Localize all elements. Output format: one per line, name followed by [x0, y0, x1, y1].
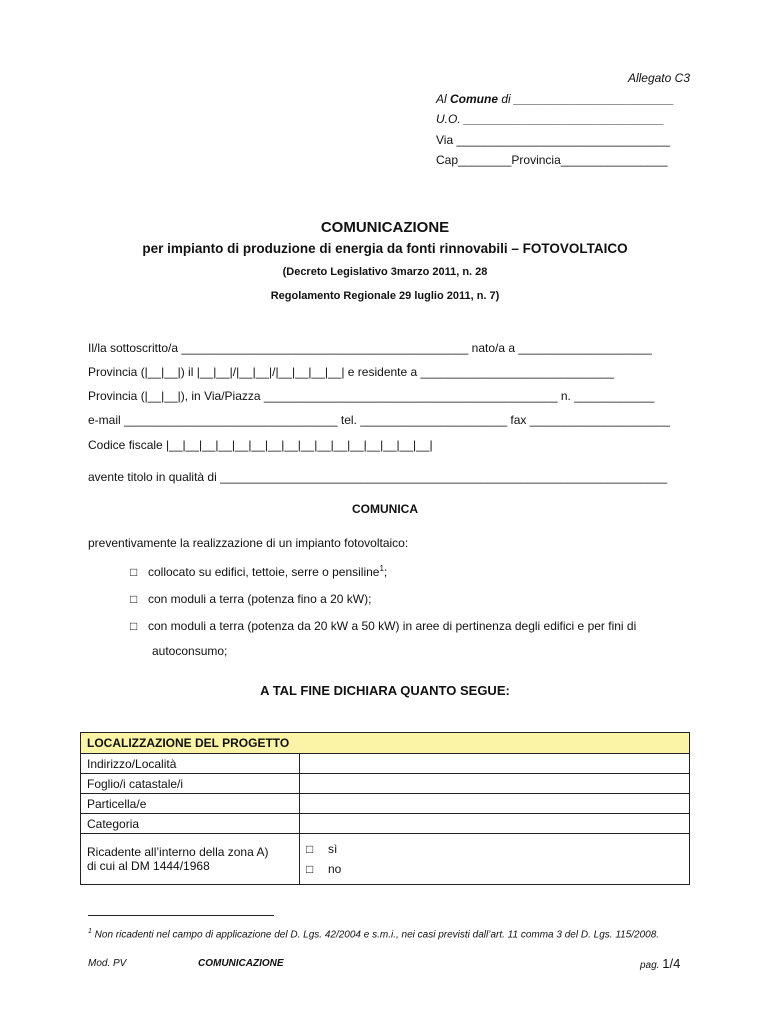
- cap-line: Cap________Provincia________________: [436, 153, 668, 167]
- choice-no[interactable]: [306, 859, 683, 879]
- table-row: [81, 774, 690, 794]
- checkbox-icon[interactable]: □: [306, 862, 314, 876]
- input-particella[interactable]: [300, 794, 690, 814]
- footer-title: COMUNICAZIONE: [198, 958, 284, 969]
- checkbox-icon[interactable]: □: [130, 592, 138, 606]
- localizzazione-table: [80, 732, 690, 885]
- option-edifici-label: collocato su edifici, tettoie, serre o pensiline: [148, 565, 380, 579]
- option-terra-20kw-label: con moduli a terra (potenza fino a 20 kW);: [148, 592, 372, 606]
- zona-a-text-2: di cui al DM 1444/1968: [87, 859, 210, 873]
- via-line: Via ________________________________: [436, 132, 671, 147]
- table-header: LOCALIZZAZIONE DEL PROGETTO: [81, 733, 690, 754]
- field-provincia-residenza[interactable]: Provincia (|__|__|), in Via/Piazza ____________________________________________ n. ____________: [88, 389, 655, 403]
- input-categoria[interactable]: [300, 814, 690, 834]
- row-label-indirizzo: Indirizzo/Località: [81, 754, 300, 774]
- footnote-number: 1: [88, 928, 92, 935]
- field-codice-fiscale[interactable]: Codice fiscale |__|__|__|__|__|__|__|__|__|__|__|__|__|__|__|__|: [88, 438, 433, 452]
- option-edifici[interactable]: [130, 564, 387, 579]
- page-number: 1/4: [662, 956, 681, 971]
- legal-reference-1: (Decreto Legislativo 3marzo 2011, n. 28: [282, 266, 488, 278]
- row-label-particella: Particella/e: [81, 794, 300, 814]
- field-contatti[interactable]: e-mail ________________________________ tel. ______________________ fax _____________________: [88, 413, 670, 427]
- address-block: [436, 68, 690, 171]
- table-row: [81, 754, 690, 774]
- zona-a-choice: [300, 834, 690, 885]
- input-indirizzo[interactable]: [300, 754, 690, 774]
- al-text: Al: [436, 91, 451, 106]
- document-title: COMUNICAZIONE: [320, 219, 450, 236]
- input-foglio[interactable]: [300, 774, 690, 794]
- document-subtitle: per impianto di produzione di energia da fonti rinnovabili – FOTOVOLTAICO: [142, 241, 628, 256]
- footnote-ref: 1: [379, 564, 384, 573]
- checkbox-icon[interactable]: □: [130, 619, 138, 633]
- option-terra-20kw[interactable]: [130, 592, 371, 606]
- field-provincia-nascita[interactable]: Provincia (|__|__|) il |__|__|/|__|__|/|__|__|__|__| e residente a _____________________________: [88, 365, 615, 379]
- footnote-text: Non ricadenti nel campo di applicazione del D. Lgs. 42/2004 e s.m.i., nei casi previsti dall’art. 11 comma 3 del D. Lgs. 115/2008.: [91, 929, 660, 941]
- legal-reference-2: Regolamento Regionale 29 luglio 2011, n. 7): [270, 290, 500, 302]
- allegato-label: Allegato C3: [627, 71, 690, 85]
- comune-text: Comune: [450, 91, 499, 106]
- page-label: pag.: [640, 960, 663, 971]
- zona-a-text-1: Ricadente all’interno della zona A): [87, 845, 269, 859]
- footnote: [88, 924, 688, 942]
- uo-line: U.O. ______________________________: [436, 112, 665, 126]
- checkbox-icon[interactable]: □: [306, 842, 314, 856]
- comunica-heading: COMUNICA: [352, 502, 418, 516]
- table-row: [81, 794, 690, 814]
- choice-si-label: sì: [328, 842, 338, 856]
- option-edifici-end: ;: [383, 565, 388, 579]
- choice-no-label: no: [328, 862, 342, 876]
- option-terra-50kw[interactable]: [130, 619, 636, 633]
- comune-line: [436, 89, 690, 110]
- option-terra-50kw-label: con moduli a terra (potenza da 20 kW a 50 kW) in aree di pertinenza degli edifici e per fini di: [148, 619, 637, 633]
- di-text: di ________________________: [498, 91, 675, 106]
- footer-page: [640, 956, 680, 971]
- table-row: [81, 834, 690, 885]
- intro-text: preventivamente la realizzazione di un impianto fotovoltaico:: [88, 536, 409, 550]
- row-label-zona-a: [81, 834, 300, 885]
- row-label-categoria: Categoria: [81, 814, 300, 834]
- field-titolo[interactable]: avente titolo in qualità di ___________________________________________________________________: [88, 470, 668, 484]
- checkbox-icon[interactable]: □: [130, 565, 138, 579]
- footnote-divider: [88, 915, 274, 916]
- choice-si[interactable]: [306, 839, 683, 859]
- option-terra-50kw-continuation: autoconsumo;: [152, 644, 228, 658]
- row-label-foglio: Foglio/i catastale/i: [81, 774, 300, 794]
- table-row: [81, 814, 690, 834]
- field-sottoscritto[interactable]: Il/la sottoscritto/a ___________________________________________ nato/a a ____________________: [88, 341, 652, 355]
- dichiara-heading: A TAL FINE DICHIARA QUANTO SEGUE:: [260, 683, 510, 698]
- footer-model: Mod. PV: [88, 958, 127, 969]
